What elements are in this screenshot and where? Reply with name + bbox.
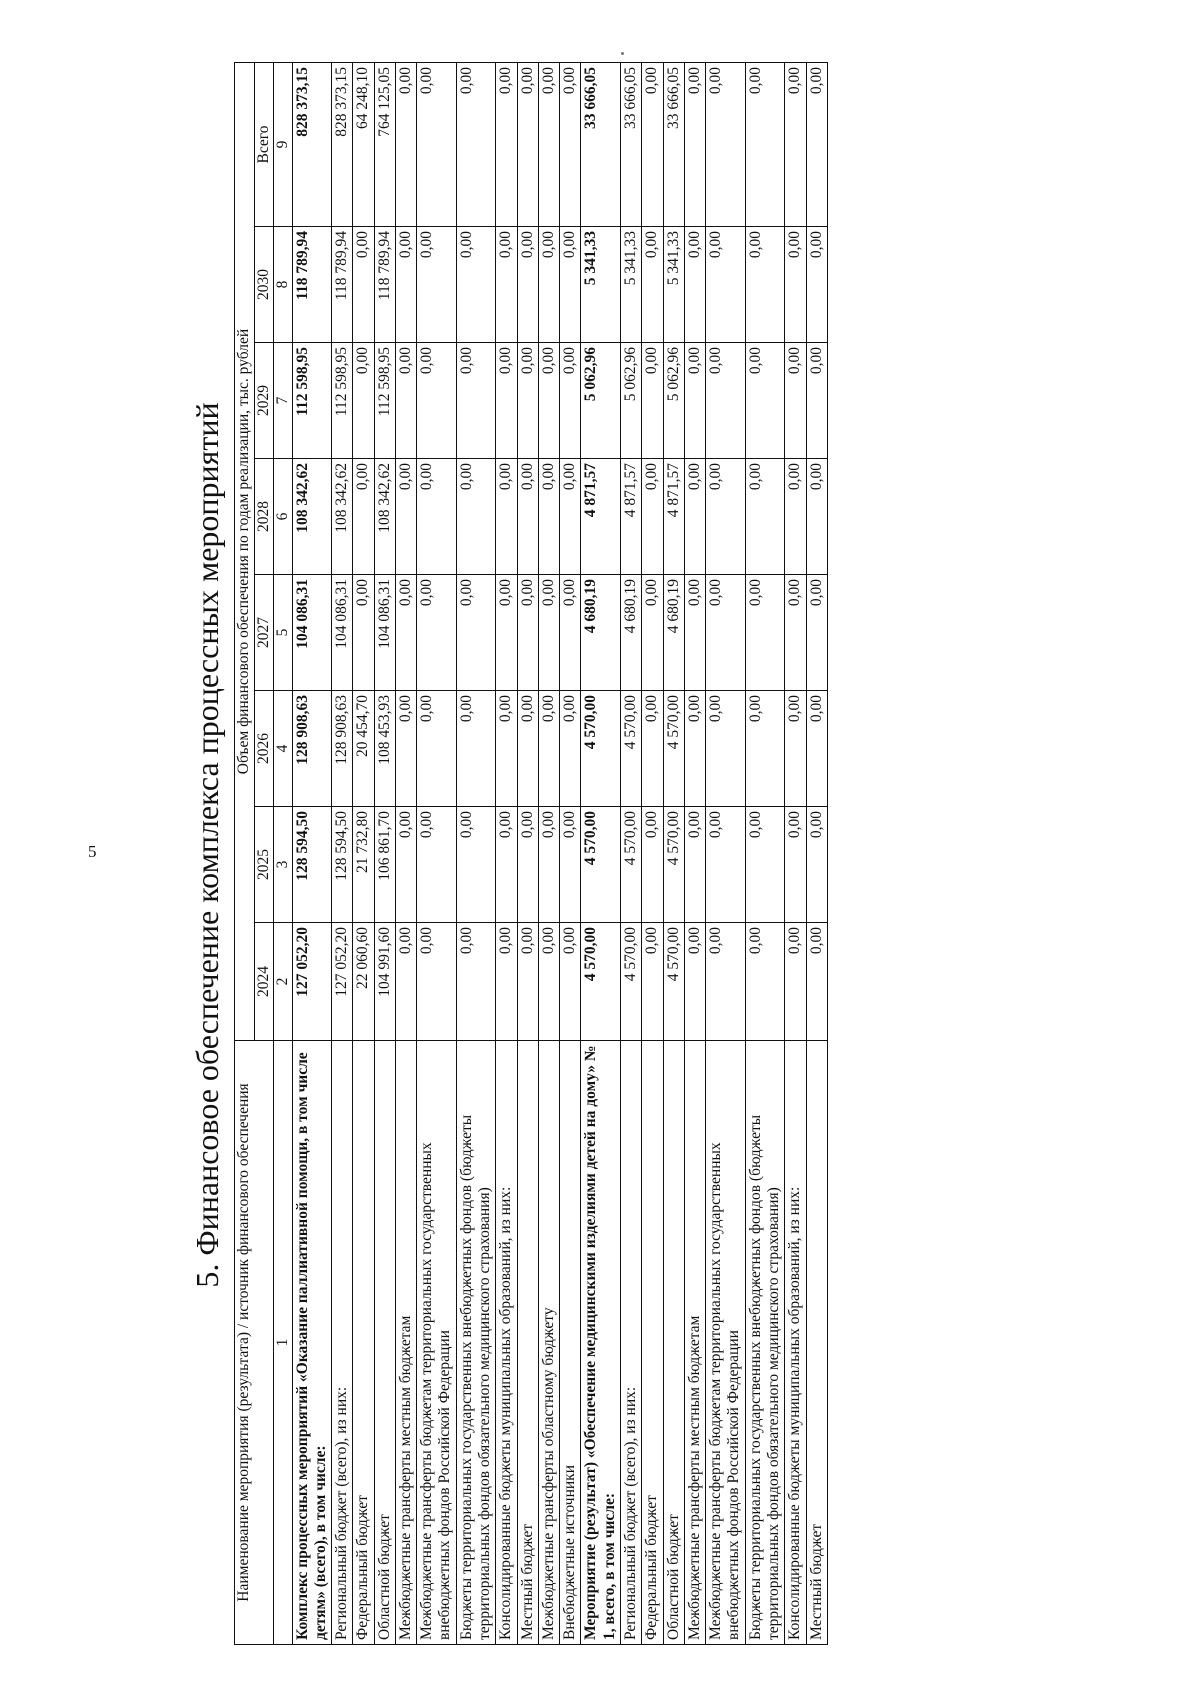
amount-cell: 128 594,50	[292, 807, 332, 923]
amount-cell: 4 570,00	[581, 807, 621, 923]
amount-cell: 0,00	[642, 343, 663, 459]
amount-cell: 4 680,19	[581, 575, 621, 691]
amount-cell: 0,00	[517, 691, 538, 807]
page-number: 5	[88, 842, 97, 861]
table-row	[621, 63, 642, 1645]
column-number: 6	[274, 459, 292, 575]
amount-cell: 0,00	[417, 691, 457, 807]
year-header: 2027	[254, 575, 274, 691]
column-number: 5	[274, 575, 292, 691]
amount-cell: 5 341,33	[663, 227, 684, 343]
amount-cell: 0,00	[642, 459, 663, 575]
year-header: 2030	[254, 227, 274, 343]
amount-cell: 0,00	[560, 691, 581, 807]
amount-cell: 0,00	[684, 575, 705, 691]
amount-cell: 4 570,00	[621, 691, 642, 807]
amount-cell: 0,00	[456, 575, 496, 691]
amount-cell: 0,00	[395, 63, 416, 227]
row-name: Межбюджетные трансферты областному бюджету	[538, 1041, 559, 1645]
amount-cell: 0,00	[785, 575, 806, 691]
amount-cell: 0,00	[456, 807, 496, 923]
column-number: 8	[274, 227, 292, 343]
row-name: Консолидированные бюджеты муниципальных образований, из них:	[785, 1041, 806, 1645]
amount-cell: 0,00	[538, 807, 559, 923]
amount-cell: 108 453,93	[374, 691, 395, 807]
table-row	[332, 63, 353, 1645]
amount-cell: 0,00	[684, 63, 705, 227]
amount-cell: 4 570,00	[581, 923, 621, 1041]
amount-cell: 5 341,33	[621, 227, 642, 343]
amount-cell: 0,00	[456, 691, 496, 807]
amount-cell: 0,00	[395, 923, 416, 1041]
amount-cell: 0,00	[417, 575, 457, 691]
amount-cell: 104 086,31	[292, 575, 332, 691]
amount-cell: 0,00	[538, 691, 559, 807]
amount-cell: 21 732,80	[353, 807, 374, 923]
amount-cell: 0,00	[496, 923, 517, 1041]
table-row	[353, 63, 374, 1645]
amount-cell: 0,00	[806, 343, 827, 459]
column-number: 7	[274, 343, 292, 459]
amount-cell: 0,00	[706, 923, 746, 1041]
amount-cell: 0,00	[642, 63, 663, 227]
amount-cell: 0,00	[353, 343, 374, 459]
amount-cell: 0,00	[353, 227, 374, 343]
year-header: 2028	[254, 459, 274, 575]
amount-cell: 0,00	[538, 923, 559, 1041]
amount-cell: 0,00	[745, 63, 785, 227]
amount-cell: 0,00	[684, 227, 705, 343]
amount-cell: 0,00	[395, 227, 416, 343]
amount-cell: 0,00	[560, 575, 581, 691]
year-header: 2029	[254, 343, 274, 459]
row-name: Областной бюджет	[374, 1041, 395, 1645]
row-name: Бюджеты территориальных государственных внебюджетных фондов (бюджеты территориальных фондов обязательного медицинского страхования)	[745, 1041, 785, 1645]
amount-cell: 4 871,57	[663, 459, 684, 575]
year-header: 2024	[254, 923, 274, 1041]
row-name: Мероприятие (результат) «Обеспечение медицинскими изделиями детей на дому» № 1, всего, в том числе:	[581, 1041, 621, 1645]
amount-cell: 108 342,62	[374, 459, 395, 575]
amount-cell: 33 666,05	[663, 63, 684, 227]
amount-cell: 0,00	[496, 807, 517, 923]
amount-cell: 0,00	[395, 459, 416, 575]
amount-cell: 0,00	[456, 343, 496, 459]
amount-cell: 0,00	[417, 459, 457, 575]
amount-cell: 0,00	[806, 691, 827, 807]
amount-cell: 0,00	[517, 63, 538, 227]
table-row	[417, 63, 457, 1645]
amount-cell: 5 341,33	[581, 227, 621, 343]
amount-cell: 828 373,15	[332, 63, 353, 227]
amount-cell: 0,00	[353, 575, 374, 691]
amount-cell: 0,00	[395, 691, 416, 807]
amount-cell: 0,00	[538, 227, 559, 343]
amount-cell: 0,00	[684, 923, 705, 1041]
amount-cell: 0,00	[456, 227, 496, 343]
amount-cell: 0,00	[417, 923, 457, 1041]
year-header: Всего	[254, 63, 274, 227]
amount-cell: 0,00	[745, 923, 785, 1041]
amount-cell: 0,00	[395, 575, 416, 691]
column-number: 1	[274, 1041, 292, 1645]
column-number: 9	[274, 63, 292, 227]
amount-cell: 0,00	[706, 343, 746, 459]
amount-cell: 828 373,15	[292, 63, 332, 227]
amount-cell: 0,00	[745, 807, 785, 923]
amount-cell: 128 908,63	[332, 691, 353, 807]
amount-cell: 0,00	[785, 63, 806, 227]
amount-cell: 0,00	[706, 63, 746, 227]
amount-cell: 0,00	[517, 343, 538, 459]
amount-cell: 0,00	[496, 459, 517, 575]
amount-cell: 0,00	[806, 575, 827, 691]
amount-cell: 108 342,62	[332, 459, 353, 575]
amount-cell: 0,00	[538, 343, 559, 459]
amount-cell: 0,00	[517, 575, 538, 691]
row-name: Бюджеты территориальных государственных внебюджетных фондов (бюджеты территориальных фондов обязательного медицинского страхования)	[456, 1041, 496, 1645]
amount-cell: 0,00	[560, 227, 581, 343]
amount-cell: 0,00	[706, 691, 746, 807]
amount-cell: 0,00	[806, 63, 827, 227]
amount-cell: 0,00	[417, 63, 457, 227]
amount-cell: 0,00	[538, 575, 559, 691]
amount-cell: 112 598,95	[292, 343, 332, 459]
table-row	[684, 63, 705, 1645]
amount-cell: 0,00	[684, 807, 705, 923]
amount-cell: 112 598,95	[332, 343, 353, 459]
row-name: Внебюджетные источники	[560, 1041, 581, 1645]
table-row	[706, 63, 746, 1645]
amount-cell: 22 060,60	[353, 923, 374, 1041]
amount-cell: 0,00	[684, 343, 705, 459]
amount-cell: 128 908,63	[292, 691, 332, 807]
amount-cell: 0,00	[745, 459, 785, 575]
row-name: Федеральный бюджет	[353, 1041, 374, 1645]
amount-cell: 64 248,10	[353, 63, 374, 227]
row-name: Межбюджетные трансферты местным бюджетам	[395, 1041, 416, 1645]
amount-cell: 118 789,94	[292, 227, 332, 343]
row-name: Региональный бюджет (всего), из них:	[332, 1041, 353, 1645]
row-name: Региональный бюджет (всего), из них:	[621, 1041, 642, 1645]
amount-cell: 0,00	[496, 227, 517, 343]
amount-cell: 108 342,62	[292, 459, 332, 575]
table-row	[581, 63, 621, 1645]
amount-cell: 0,00	[517, 459, 538, 575]
amount-cell: 104 991,60	[374, 923, 395, 1041]
table-row	[806, 63, 827, 1645]
amount-cell: 0,00	[456, 923, 496, 1041]
row-name: Местный бюджет	[806, 1041, 827, 1645]
year-header: 2025	[254, 807, 274, 923]
amount-cell: 104 086,31	[374, 575, 395, 691]
amount-cell: 0,00	[642, 575, 663, 691]
amount-cell: 4 871,57	[581, 459, 621, 575]
amount-cell: 0,00	[806, 227, 827, 343]
row-name: Местный бюджет	[517, 1041, 538, 1645]
amount-cell: 0,00	[353, 459, 374, 575]
table-row	[374, 63, 395, 1645]
amount-cell: 0,00	[496, 575, 517, 691]
amount-cell: 0,00	[417, 807, 457, 923]
amount-cell: 0,00	[517, 227, 538, 343]
column-number: 3	[274, 807, 292, 923]
amount-cell: 0,00	[785, 691, 806, 807]
amount-cell: 0,00	[560, 807, 581, 923]
amount-cell: 0,00	[456, 459, 496, 575]
amount-cell: 0,00	[417, 343, 457, 459]
column-number: 4	[274, 691, 292, 807]
table-row	[745, 63, 785, 1645]
amount-cell: 0,00	[785, 343, 806, 459]
year-header: 2026	[254, 691, 274, 807]
row-name: Межбюджетные трансферты бюджетам территориальных государственных внебюджетных фондов Российской Федерации	[417, 1041, 457, 1645]
amount-cell: 0,00	[642, 923, 663, 1041]
row-name: Комплекс процессных мероприятий «Оказание паллиативной помощи, в том числе детям» (всего), в том числе:	[292, 1041, 332, 1645]
row-name: Консолидированные бюджеты муниципальных образований, из них:	[496, 1041, 517, 1645]
table-row	[456, 63, 496, 1645]
amount-cell: 0,00	[745, 227, 785, 343]
amount-cell: 0,00	[706, 459, 746, 575]
amount-cell: 104 086,31	[332, 575, 353, 691]
amount-cell: 4 871,57	[621, 459, 642, 575]
rotated-page-content	[180, 45, 1200, 1645]
amount-cell: 0,00	[538, 459, 559, 575]
row-name: Межбюджетные трансферты бюджетам территориальных государственных внебюджетных фондов Российской Федерации	[706, 1041, 746, 1645]
amount-cell: 0,00	[785, 923, 806, 1041]
amount-cell: 0,00	[706, 227, 746, 343]
row-name: Областной бюджет	[663, 1041, 684, 1645]
amount-cell: 0,00	[642, 227, 663, 343]
amount-cell: 5 062,96	[663, 343, 684, 459]
amount-cell: 5 062,96	[621, 343, 642, 459]
table-row	[292, 63, 332, 1645]
amount-cell: 0,00	[496, 63, 517, 227]
amount-cell: 0,00	[560, 343, 581, 459]
amount-cell: 118 789,94	[332, 227, 353, 343]
table-row	[395, 63, 416, 1645]
column-number: 2	[274, 923, 292, 1041]
amount-cell: 0,00	[806, 459, 827, 575]
table-row	[538, 63, 559, 1645]
amount-cell: 4 570,00	[663, 923, 684, 1041]
amount-cell: 0,00	[395, 807, 416, 923]
amount-cell: 0,00	[496, 343, 517, 459]
amount-cell: 0,00	[706, 807, 746, 923]
header-group: Объем финансового обеспечения по годам реализации, тыс. рублей	[235, 63, 255, 1041]
amount-cell: 0,00	[395, 343, 416, 459]
amount-cell: 20 454,70	[353, 691, 374, 807]
amount-cell: 0,00	[706, 575, 746, 691]
table-row	[663, 63, 684, 1645]
amount-cell: 4 680,19	[663, 575, 684, 691]
row-name: Федеральный бюджет	[642, 1041, 663, 1645]
amount-cell: 0,00	[642, 807, 663, 923]
document-title: 5. Финансовое обеспечение комплекса процессных мероприятий	[189, 402, 225, 1288]
amount-cell: 0,00	[785, 459, 806, 575]
table-row	[517, 63, 538, 1645]
amount-cell: 0,00	[785, 227, 806, 343]
financing-table	[234, 62, 828, 1645]
amount-cell: 127 052,20	[292, 923, 332, 1041]
amount-cell: 0,00	[745, 691, 785, 807]
table-body	[292, 63, 827, 1645]
amount-cell: 118 789,94	[374, 227, 395, 343]
amount-cell: 0,00	[538, 63, 559, 227]
amount-cell: 4 680,19	[621, 575, 642, 691]
amount-cell: 4 570,00	[663, 691, 684, 807]
amount-cell: 0,00	[806, 923, 827, 1041]
table-row	[496, 63, 517, 1645]
table-row	[785, 63, 806, 1645]
amount-cell: 4 570,00	[663, 807, 684, 923]
amount-cell: 4 570,00	[621, 807, 642, 923]
amount-cell: 0,00	[745, 343, 785, 459]
table-row	[560, 63, 581, 1645]
amount-cell: 0,00	[560, 459, 581, 575]
amount-cell: 0,00	[806, 807, 827, 923]
column-number-row	[274, 63, 292, 1645]
amount-cell: 0,00	[560, 923, 581, 1041]
amount-cell: 0,00	[417, 227, 457, 343]
amount-cell: 764 125,05	[374, 63, 395, 227]
amount-cell: 0,00	[517, 807, 538, 923]
amount-cell: 0,00	[560, 63, 581, 227]
amount-cell: 0,00	[684, 459, 705, 575]
amount-cell: 33 666,05	[621, 63, 642, 227]
amount-cell: 0,00	[456, 63, 496, 227]
row-name: Межбюджетные трансферты местным бюджетам	[684, 1041, 705, 1645]
amount-cell: 4 570,00	[581, 691, 621, 807]
amount-cell: 106 861,70	[374, 807, 395, 923]
amount-cell: 4 570,00	[621, 923, 642, 1041]
amount-cell: 33 666,05	[581, 63, 621, 227]
amount-cell: 0,00	[642, 691, 663, 807]
amount-cell: 0,00	[517, 923, 538, 1041]
amount-cell: 127 052,20	[332, 923, 353, 1041]
amount-cell: 5 062,96	[581, 343, 621, 459]
table-row	[642, 63, 663, 1645]
header-name: Наименование мероприятия (результата) / источник финансового обеспечения	[235, 1041, 274, 1645]
amount-cell: 112 598,95	[374, 343, 395, 459]
amount-cell: 0,00	[496, 691, 517, 807]
amount-cell: 128 594,50	[332, 807, 353, 923]
amount-cell: 0,00	[745, 575, 785, 691]
amount-cell: 0,00	[684, 691, 705, 807]
amount-cell: 0,00	[785, 807, 806, 923]
